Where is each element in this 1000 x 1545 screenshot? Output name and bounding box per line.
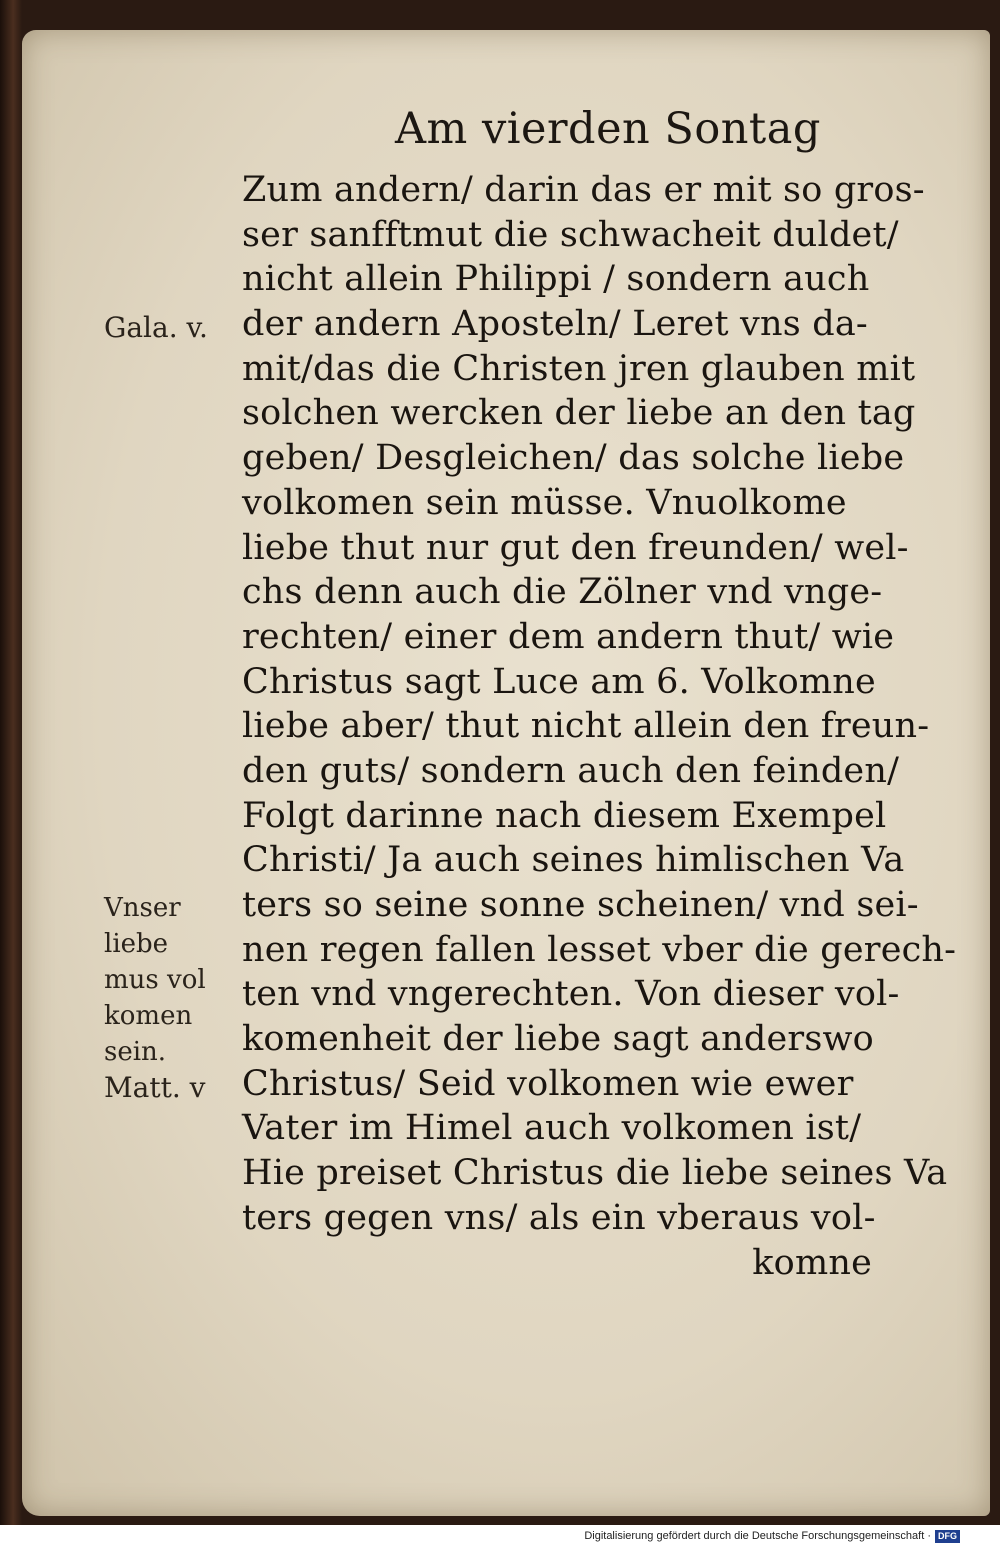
running-head: Am vierden Sontag bbox=[395, 104, 821, 154]
text-line: mit/das die Christen jren glauben mit bbox=[242, 348, 916, 389]
text-line: ters so seine sonne scheinen/ vnd sei- bbox=[242, 885, 919, 925]
footer-credit-text: Digitalisierung gefördert durch die Deutsche Forschungsgemeinschaft · bbox=[584, 1530, 931, 1542]
text-line: ser sanfftmut die schwacheit duldet/ bbox=[242, 214, 899, 255]
text-line: solchen wercken der liebe an den tag bbox=[242, 393, 916, 434]
text-line: nicht allein Philippi / sondern auch bbox=[242, 259, 870, 300]
margin-note-vnser bbox=[104, 890, 206, 1070]
margin-note-line: liebe bbox=[104, 929, 169, 959]
body-text bbox=[242, 168, 957, 1285]
text-line: Christi/ Ja auch seines himlischen Va bbox=[242, 840, 905, 881]
margin-note-gala: Gala. v. bbox=[104, 311, 208, 344]
margin-note-line: Vnser bbox=[104, 893, 181, 923]
dfg-logo[interactable]: DFG bbox=[935, 1530, 960, 1543]
text-line: geben/ Desgleichen/ das solche liebe bbox=[242, 438, 905, 479]
margin-note-line: sein. bbox=[104, 1037, 167, 1067]
text-line: Christus sagt Luce am 6. Volkomne bbox=[242, 661, 876, 702]
text-line: komenheit der liebe sagt anderswo bbox=[242, 1019, 874, 1060]
text-line: Vater im Himel auch volkomen ist/ bbox=[242, 1108, 862, 1149]
book-spine bbox=[0, 0, 22, 1525]
text-line: nen regen fallen lesset vber die gerech- bbox=[242, 929, 957, 970]
catchword: komne bbox=[752, 1242, 872, 1283]
text-line: der andern Aposteln/ Leret vns da- bbox=[242, 304, 868, 345]
text-line: Zum andern/ darin das er mit so gros- bbox=[242, 170, 925, 210]
margin-note-line: komen bbox=[104, 1001, 193, 1031]
text-line: ten vnd vngerechten. Von dieser vol- bbox=[242, 974, 900, 1015]
text-line: ters gegen vns/ als ein vberaus vol- bbox=[242, 1197, 876, 1238]
footer-credit bbox=[584, 1528, 960, 1544]
margin-note-line: mus vol bbox=[104, 965, 206, 995]
text-line: Folgt darinne nach diesem Exempel bbox=[242, 795, 887, 836]
text-line: volkomen sein müsse. Vnuolkome bbox=[242, 482, 847, 523]
text-line: Hie preiset Christus die liebe seines Va bbox=[242, 1153, 948, 1194]
text-line: liebe aber/ thut nicht allein den freun- bbox=[242, 706, 930, 747]
text-line: den guts/ sondern auch den feinden/ bbox=[242, 750, 900, 791]
text-line: chs denn auch die Zölner vnd vnge- bbox=[242, 572, 883, 613]
text-line: Christus/ Seid volkomen wie ewer bbox=[242, 1063, 854, 1104]
text-line: rechten/ einer dem andern thut/ wie bbox=[242, 616, 895, 657]
text-line: liebe thut nur gut den freunden/ wel- bbox=[242, 527, 909, 568]
margin-note-matt: Matt. v bbox=[104, 1071, 206, 1104]
